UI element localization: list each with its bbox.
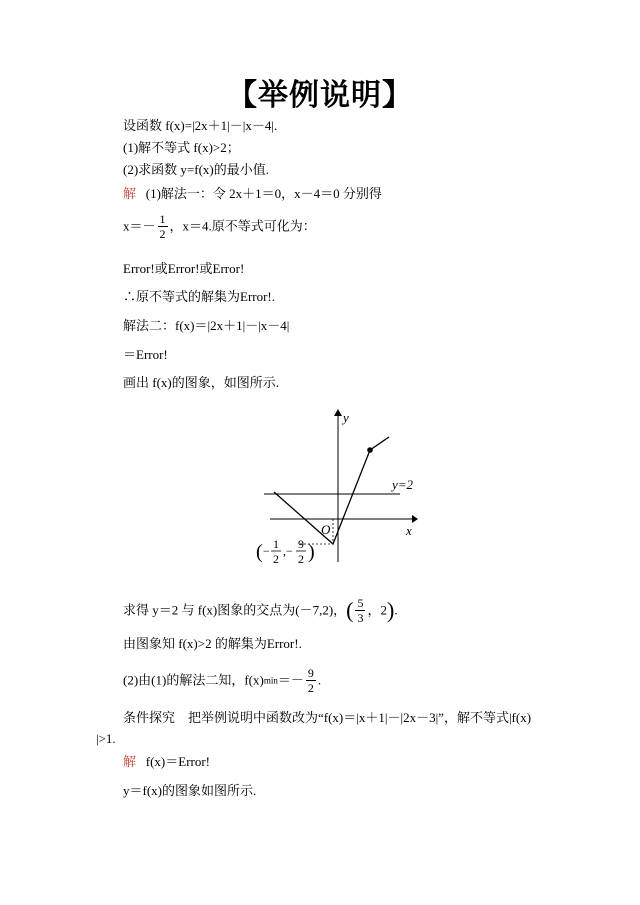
vertex-comma: ,− (283, 544, 293, 558)
vertex-label-open: ( (256, 541, 263, 563)
solution-tag-2: 解 (123, 754, 137, 769)
question-1: (1)解不等式 f(x)>2； (123, 140, 240, 155)
vertex-den-1: 2 (273, 552, 279, 566)
function-graph (240, 402, 426, 582)
intersection-line: 求得 y＝2 与 f(x)图象的交点为(－7,2)，( $\frac{5}{3}$ ，2). (123, 596, 398, 625)
x-axis-label: x (406, 523, 412, 538)
extension-problem-cont: |>1. (96, 731, 116, 746)
vertex-den-2: 2 (298, 552, 304, 566)
origin-label: O (321, 522, 331, 537)
y-equals-2-label: y=2 (392, 477, 414, 492)
solution-line-4: ∴原不等式的解集为Error!. (123, 289, 276, 304)
vertex-num-2: 9 (298, 537, 304, 551)
y-axis-arrow (334, 409, 342, 416)
page-title: 【举例说明】 (227, 78, 413, 113)
function-curve (274, 437, 389, 544)
fraction-five-thirds: $\frac{5}{3}$ (357, 596, 364, 625)
solution-tag: 解 (123, 186, 137, 201)
solution-piecewise: ＝Error! (123, 347, 168, 362)
endpoint-dot (367, 447, 373, 453)
y-axis-label: y (343, 410, 349, 425)
solution-set-line: 由图象知 f(x)>2 的解集为Error!. (123, 636, 302, 651)
fraction-nine-halves: $\frac{9}{2}$ (307, 666, 314, 695)
x-axis-arrow (412, 515, 418, 523)
solution-line-3: Error!或Error!或Error! (123, 261, 245, 276)
graph-intro: 画出 f(x)的图象，如图所示. (123, 375, 279, 390)
solution-method-2: 解法二：f(x)＝|2x＋1|－|x－4| (123, 318, 290, 333)
solution-line-2: x＝－ $\frac{1}{2}$ ，x＝4.原不等式可化为： (123, 212, 316, 241)
solution-line-1 (123, 186, 382, 202)
fraction-one-half: $\frac{1}{2}$ (159, 212, 166, 241)
solution-text: (1)解法一：令 2x＋1＝0，x－4＝0 分别得 (145, 186, 382, 201)
minimum-line: (2)由(1)的解法二知，f(x)min＝－ $\frac{9}{2}$ . (123, 666, 322, 695)
problem-statement: 设函数 f(x)=|2x＋1|－|x－4|. (123, 118, 278, 133)
extension-solution: 解 f(x)＝Error! (123, 754, 211, 769)
vertex-num-1: 1 (273, 537, 279, 551)
extension-problem: 条件探究 把举例说明中函数改为“f(x)＝|x＋1|－|2x－3|”，解不等式|f(x) (123, 710, 532, 725)
extension-graph-intro: y＝f(x)的图象如图所示. (123, 783, 257, 798)
vertex-minus-1: − (263, 544, 270, 558)
question-2: (2)求函数 y=f(x)的最小值. (123, 162, 269, 177)
vertex-label-close: ) (308, 541, 315, 563)
vertex-label (256, 537, 315, 566)
